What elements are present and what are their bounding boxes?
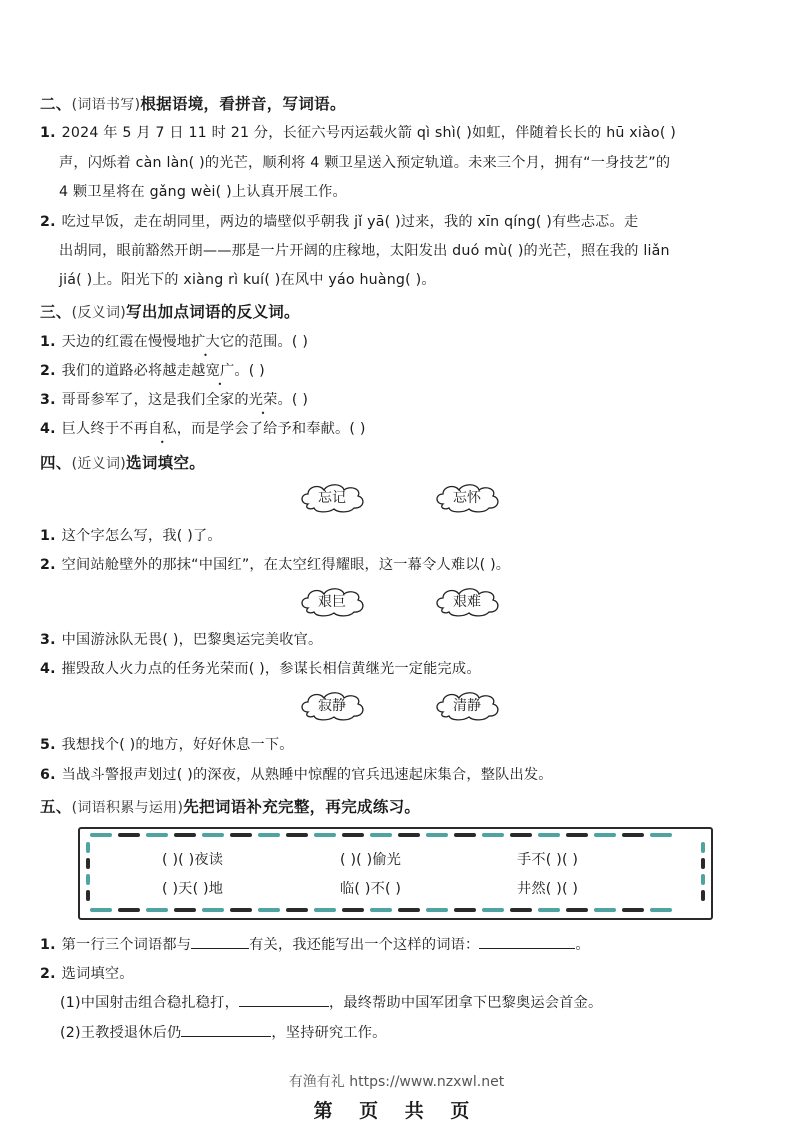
border-dash — [202, 833, 224, 837]
border-dash — [622, 908, 644, 912]
border-dash — [566, 908, 588, 912]
question-number: 1. — [40, 334, 56, 350]
q3-item-2 — [40, 360, 265, 380]
section-number: 三、 — [40, 303, 72, 321]
border-dash — [86, 842, 90, 853]
left-dashed-border — [86, 842, 90, 904]
answer-blank[interactable] — [239, 992, 329, 1007]
box-word-1-1: ( )( )夜读 — [162, 852, 224, 868]
question-text: 天边的红霞在慢慢地 — [61, 334, 192, 350]
question-number: 2. — [40, 557, 56, 573]
question-text: 有关，我还能写出一个这样的词语： — [249, 937, 480, 953]
question-number: 4. — [40, 661, 56, 677]
question-text: 它的范围。( ) — [219, 334, 309, 350]
emphasized-word: 扩大 — [191, 334, 220, 350]
box-word-2-2: 临( )不( ) — [340, 881, 402, 897]
question-number: 4. — [40, 421, 56, 437]
section-3-heading — [40, 300, 300, 322]
border-dash — [90, 833, 112, 837]
box-word-1-3: 手不( )( ) — [517, 852, 579, 868]
q2-1-line2: 声，闪烁着 càn làn( )的光芒，顺利将 4 颗卫星送入预定轨道。未来三个月，拥有“一身技艺”的 — [59, 155, 671, 171]
border-dash — [230, 908, 252, 912]
border-dash — [566, 833, 588, 837]
box-word-2-1: ( )天( )地 — [162, 881, 224, 897]
border-dash — [482, 908, 504, 912]
border-dash — [286, 908, 308, 912]
answer-blank[interactable] — [181, 1022, 271, 1037]
border-dash — [86, 858, 90, 869]
question-text: 中国游泳队无畏( )，巴黎奥运完美收官。 — [61, 632, 323, 648]
section-tag: (反义词) — [71, 305, 127, 321]
question-number: 2. — [40, 363, 56, 379]
border-dash — [370, 908, 392, 912]
question-number: 1. — [40, 937, 56, 953]
bottom-dashed-border — [90, 908, 700, 913]
word-choice-text: 忘怀 — [453, 490, 481, 506]
question-text: 我们的道路必将越走越 — [61, 363, 206, 379]
border-dash — [454, 908, 476, 912]
question-text: ，而是学会了给予和奉献。( ) — [176, 421, 366, 437]
q2-2-line1 — [40, 211, 638, 231]
page-number: 第 页 共 页 — [313, 1100, 480, 1122]
q5-sub-1 — [60, 992, 602, 1012]
section-tag: (近义词) — [71, 456, 127, 472]
question-text: (1)中国射击组合稳扎稳打， — [60, 995, 239, 1011]
q4-item-4 — [40, 658, 481, 678]
question-number: 1. — [40, 125, 56, 141]
border-dash — [482, 833, 504, 837]
border-dash — [622, 833, 644, 837]
q2-2-line3: jiá( )上。阳光下的 xiàng rì kuí( )在风中 yáo huàng( )。 — [59, 272, 436, 288]
section-tag: (词语积累与运用) — [71, 800, 184, 816]
border-dash — [314, 908, 336, 912]
q2-1-line1 — [40, 122, 676, 142]
question-text: 当战斗警报声划过( )的深夜，从熟睡中惊醒的官兵迅速起床集合，整队出发。 — [61, 767, 553, 783]
border-dash — [174, 908, 196, 912]
word-fill-box — [78, 827, 713, 920]
border-dash — [594, 908, 616, 912]
question-number: 2. — [40, 966, 56, 982]
border-dash — [426, 833, 448, 837]
q3-item-1 — [40, 331, 308, 351]
border-dash — [90, 908, 112, 912]
border-dash — [342, 833, 364, 837]
question-text: 。( ) — [234, 363, 265, 379]
word-choice-text: 寂静 — [318, 698, 346, 714]
word-choice-text: 艰难 — [453, 594, 481, 610]
q4-item-1 — [40, 525, 222, 545]
border-dash — [426, 908, 448, 912]
question-text: 空间站舱壁外的那抹“中国红”，在太空红得耀眼，这一幕令人难以( )。 — [61, 557, 511, 573]
question-text: (2)王教授退休后仍 — [60, 1025, 182, 1041]
border-dash — [118, 833, 140, 837]
border-dash — [701, 842, 705, 853]
border-dash — [370, 833, 392, 837]
border-dash — [510, 908, 532, 912]
word-choice-cloud — [298, 586, 366, 618]
border-dash — [510, 833, 532, 837]
answer-blank[interactable] — [191, 934, 249, 949]
q2-2-line2: 出胡同，眼前豁然开朗——那是一片开阔的庄稼地，太阳发出 duó mù( )的光芒，照在我的 liǎn — [59, 243, 670, 259]
question-number: 3. — [40, 392, 56, 408]
q5-sub-2 — [60, 1022, 387, 1042]
border-dash — [286, 833, 308, 837]
q5-item-2 — [40, 963, 134, 983]
border-dash — [454, 833, 476, 837]
section-4-heading — [40, 451, 205, 473]
answer-blank[interactable] — [479, 934, 575, 949]
box-word-2-3: 井然( )( ) — [517, 881, 579, 897]
border-dash — [118, 908, 140, 912]
border-dash — [701, 874, 705, 885]
question-text: 摧毁敌人火力点的任务光荣而( )，参谋长相信黄继光一定能完成。 — [61, 661, 481, 677]
word-choice-cloud — [298, 482, 366, 514]
question-number: 5. — [40, 737, 56, 753]
q4-item-5 — [40, 734, 294, 754]
emphasized-word: 光荣 — [248, 392, 278, 408]
border-dash — [146, 833, 168, 837]
question-text: ，坚持研究工作。 — [271, 1025, 387, 1041]
question-text: 吃过早饭，走在胡同里，两边的墙壁似乎朝我 jǐ yā( )过来，我的 xīn qíng( )有些忐忑。走 — [61, 214, 639, 230]
section-title: 根据语境，看拼音，写词语。 — [140, 95, 346, 113]
right-dashed-border — [701, 842, 705, 904]
border-dash — [86, 890, 90, 901]
border-dash — [701, 858, 705, 869]
question-text: 选词填空。 — [61, 966, 134, 982]
border-dash — [342, 908, 364, 912]
border-dash — [650, 908, 672, 912]
word-choice-text: 艰巨 — [318, 594, 346, 610]
question-text: 这个字怎么写，我( )了。 — [61, 528, 222, 544]
word-choice-cloud — [433, 690, 501, 722]
border-dash — [258, 833, 280, 837]
emphasized-word: 宽广 — [205, 363, 235, 379]
border-dash — [650, 833, 672, 837]
emphasized-word: 自私 — [148, 421, 177, 437]
border-dash — [538, 908, 560, 912]
section-title: 选词填空。 — [126, 454, 206, 472]
question-text: 。 — [575, 937, 590, 953]
border-dash — [538, 833, 560, 837]
question-text: 2024 年 5 月 7 日 11 时 21 分，长征六号丙运载火箭 qì shì( )如虹，伴随着长长的 hū xiào( ) — [61, 125, 676, 141]
question-number: 3. — [40, 632, 56, 648]
section-5-heading — [40, 795, 420, 817]
section-title: 先把词语补充完整，再完成练习。 — [183, 798, 421, 816]
border-dash — [398, 833, 420, 837]
question-text: 第一行三个词语都与 — [61, 937, 192, 953]
top-dashed-border — [90, 833, 700, 838]
question-number: 1. — [40, 528, 56, 544]
word-choice-text: 清静 — [453, 698, 481, 714]
section-number: 四、 — [40, 454, 72, 472]
border-dash — [146, 908, 168, 912]
border-dash — [701, 890, 705, 901]
word-choice-cloud — [298, 690, 366, 722]
q3-item-3 — [40, 389, 308, 409]
section-title: 写出加点词语的反义词。 — [126, 303, 300, 321]
word-choice-text: 忘记 — [318, 490, 346, 506]
word-choice-cloud — [433, 586, 501, 618]
border-dash — [594, 833, 616, 837]
q4-item-2 — [40, 554, 510, 574]
border-dash — [314, 833, 336, 837]
question-number: 6. — [40, 767, 56, 783]
word-choice-cloud — [433, 482, 501, 514]
question-text: 我想找个( )的地方，好好休息一下。 — [61, 737, 294, 753]
border-dash — [174, 833, 196, 837]
q4-item-3 — [40, 629, 322, 649]
section-tag: (词语书写) — [71, 97, 141, 113]
q4-item-6 — [40, 764, 553, 784]
q5-item-1 — [40, 934, 590, 954]
section-number: 五、 — [40, 798, 72, 816]
border-dash — [202, 908, 224, 912]
question-text: ，最终帮助中国军团拿下巴黎奥运会首金。 — [328, 995, 603, 1011]
q3-item-4 — [40, 418, 366, 438]
q2-1-line3: 4 颗卫星将在 gǎng wèi( )上认真开展工作。 — [59, 184, 347, 200]
border-dash — [230, 833, 252, 837]
border-dash — [398, 908, 420, 912]
watermark-text: 有渔有礼 https://www.nzxwl.net — [288, 1074, 505, 1090]
border-dash — [258, 908, 280, 912]
section-number: 二、 — [40, 95, 72, 113]
box-word-1-2: ( )( )偷光 — [340, 852, 402, 868]
question-number: 2. — [40, 214, 56, 230]
question-text: 。( ) — [277, 392, 309, 408]
border-dash — [86, 874, 90, 885]
question-text: 哥哥参军了，这是我们全家的 — [61, 392, 249, 408]
section-2-heading — [40, 92, 346, 114]
question-text: 巨人终于不再 — [61, 421, 148, 437]
